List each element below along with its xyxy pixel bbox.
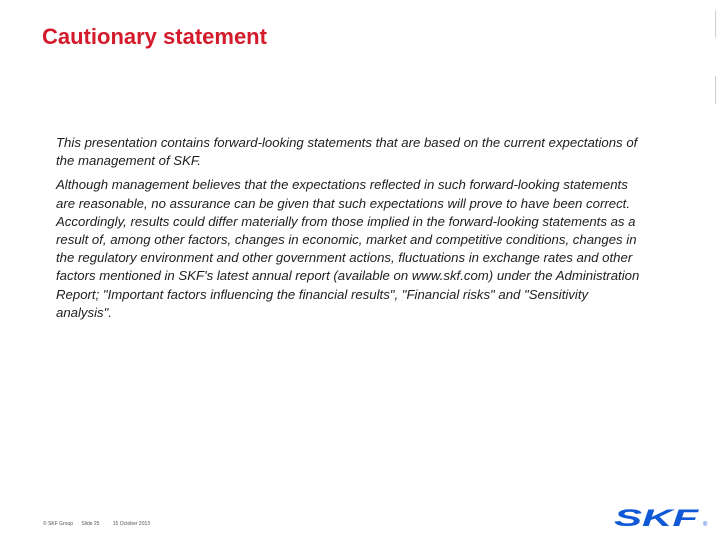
footer-slide-number: Slide 25 [81,521,100,527]
paragraph-intro: This presentation contains forward-looking statements that are based on the current expectations of the management of SKF. [56,135,638,169]
footer-date: 15 October 2013 [112,521,151,527]
registered-mark: ® [703,522,708,527]
skf-logo-text: SKF [614,507,701,527]
slide-footer [43,521,150,527]
footer-copyright: © SKF Group [43,521,74,527]
slide-body [56,134,646,328]
slide-title: Cautionary statement [42,24,267,49]
skf-logo [614,507,710,527]
paragraph-disclaimer: Although management believes that the expectations reflected in such forward-looking statements are reasonable, no assurance can be given that such expectations will prove to have been correct. Accordingly, results could differ materially from those implied in the forward-looking statements as a result of, among other factors, changes in economic, market and competitive conditions, changes in the regulatory environment and other government actions, fluctuations in exchange rates and other factors mentioned in SKF's latest annual report (available on www.skf.com) under the Administration Report; "Important factors influencing the financial results", "Financial risks" and "Sensitivity analysis". [56,177,640,320]
edge-marks [710,0,720,140]
